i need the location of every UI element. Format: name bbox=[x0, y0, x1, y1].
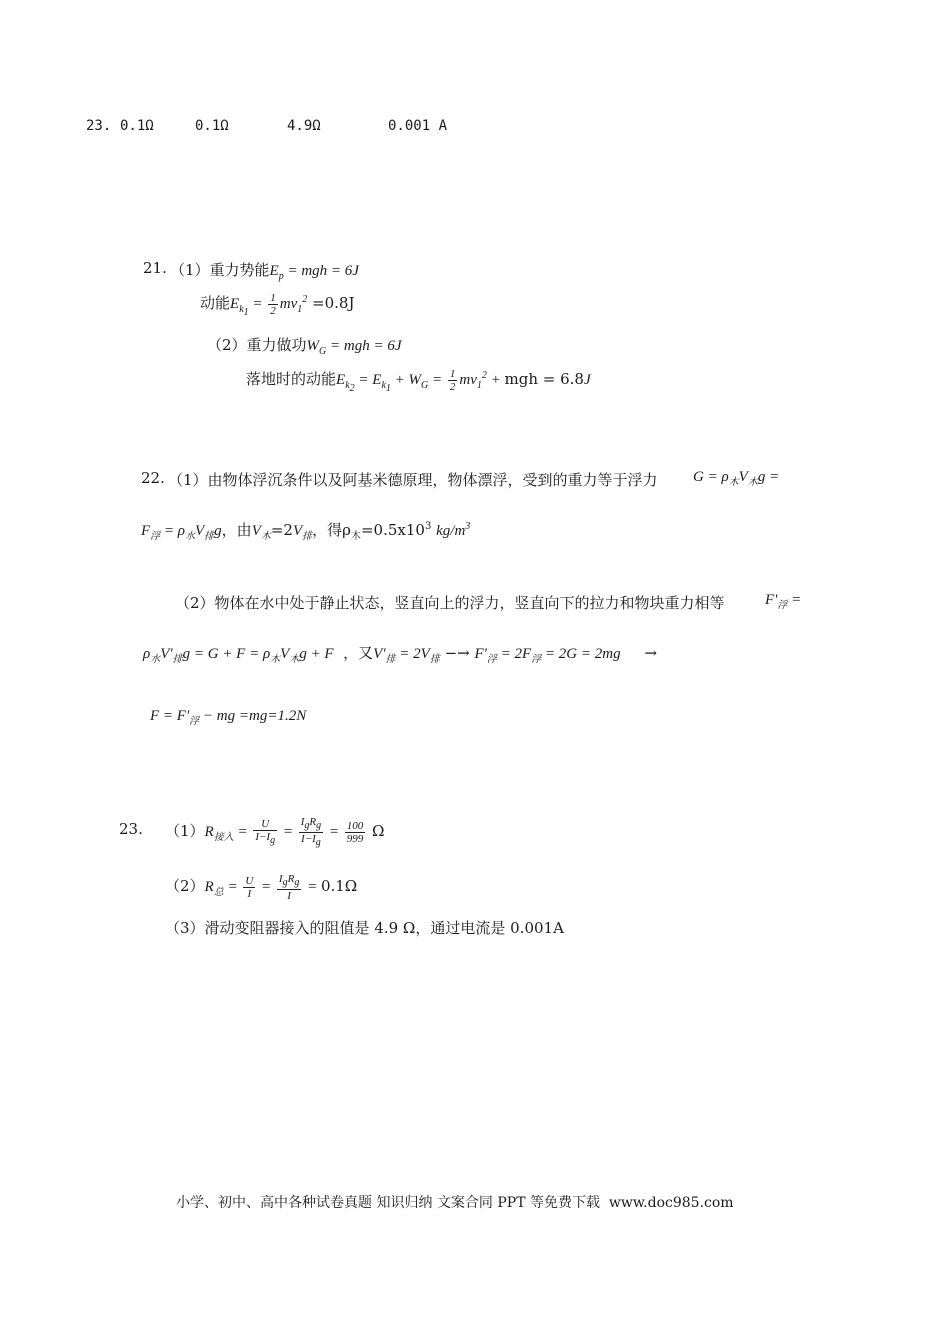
q22-part1-formula-b: $F_浮 = \rho_水V_排g$，由$V_木=2V_排$，得$\rho_木=0.5x10^3$ $kg/m^3$ bbox=[141, 521, 471, 542]
q22-part1-formula-a: $G = \rho_木V_木g$ = bbox=[693, 469, 780, 488]
q23-part1-prefix: （1） bbox=[165, 822, 205, 841]
q22-part2-formula-c: $F = F'_浮$ − mg =mg=1.2N bbox=[150, 708, 307, 727]
q23-part1: $(1)R_{接入}$ = $\frac{U}{I-I_g}$ = $\frac{I_gR_g}{I-I_g}$ = $\frac{100}{999}$ Ω bbox=[165, 816, 385, 849]
top-answer-3: 4.9Ω bbox=[287, 118, 321, 134]
q22-part2-formula-a: $F'_浮$ = bbox=[765, 592, 802, 611]
top-answer-1: 0.1Ω bbox=[120, 118, 154, 134]
q21-landing: 落地时的动能$E_{k_2} = E_{k_1} + W_G$ = $\frac{1}{2}$ $mv_1^2$ + mgh = 6.8J bbox=[246, 368, 591, 394]
top-answer-2: 0.1Ω bbox=[195, 118, 229, 134]
q21-kinetic-formula: $E_{k_1}$ = $\frac{1}{2}$ $mv_1^2$ bbox=[230, 292, 308, 318]
q21-landing-formula: $E_{k_2} = E_{k_1} + W_G$ = $\frac{1}{2}$ $mv_1^2$ + bbox=[336, 368, 505, 394]
q22-part1-text: （1）由物体浮沉条件以及阿基米德原理，物体漂浮，受到的重力等于浮力 bbox=[168, 471, 658, 489]
q22-number: 22. bbox=[141, 469, 165, 487]
q21-part1 bbox=[170, 259, 359, 282]
q21-number: 21. bbox=[143, 259, 167, 277]
top-answer-4: 0.001 A bbox=[388, 118, 448, 134]
footer bbox=[176, 1192, 734, 1212]
q21-part1-formula: $E_p$ = mgh = 6J bbox=[269, 263, 359, 282]
q23-part2-prefix: （2） bbox=[165, 877, 205, 896]
q23-number: 23. bbox=[119, 820, 143, 838]
q21-kinetic: 动能$E_{k_1}$ = $\frac{1}{2}$ $mv_1^2 =0.8J$ bbox=[200, 292, 355, 318]
footer-url[interactable]: www.doc985.com bbox=[608, 1195, 734, 1211]
q21-part2 bbox=[207, 334, 402, 357]
footer-text: 小学、初中、高中各种试卷真题 知识归纳 文案合同 PPT 等免费下载 bbox=[176, 1195, 600, 1211]
q21-part2-formula: $W_G$ = mgh = 6J bbox=[306, 338, 402, 357]
top-answers-label: 23. bbox=[86, 118, 112, 134]
q23-part1-formula: $R_{接入}$ = $\frac{U}{I-I_g}$ = $\frac{I_gR_g}{I-I_g}$ = $\frac{100}{999}$ bbox=[204, 816, 364, 849]
q21-kinetic-prefix: 动能 bbox=[200, 294, 231, 312]
q23-part2: $(2)R_总$ = $\frac{U}{I}$ = $\frac{I_gR_g}{I}$ = 0.1Ω bbox=[165, 873, 358, 903]
q21-part2-prefix: （2）重力做功 bbox=[207, 336, 307, 354]
q22-part2-formula-b: $\rho_水V'_排g = G + F = \rho_木V_木g + F$ ，又$V'_排 = 2V_排 -\to F'_浮 = 2F_浮 = 2G = 2mg$ → bbox=[143, 644, 658, 665]
q21-landing-prefix: 落地时的动能 bbox=[246, 370, 337, 388]
q23-part3: （3）滑动变阻器接入的阻值是 4.9 Ω，通过电流是 0.001A bbox=[165, 919, 564, 937]
q23-part2-formula: $R_总$ = $\frac{U}{I}$ = $\frac{I_gR_g}{I}$ = bbox=[204, 873, 321, 903]
q22-part2-text: （2）物体在水中处于静止状态，竖直向上的浮力，竖直向下的拉力和物块重力相等 bbox=[175, 594, 725, 612]
q21-part1-prefix: （1）重力势能 bbox=[170, 261, 270, 279]
